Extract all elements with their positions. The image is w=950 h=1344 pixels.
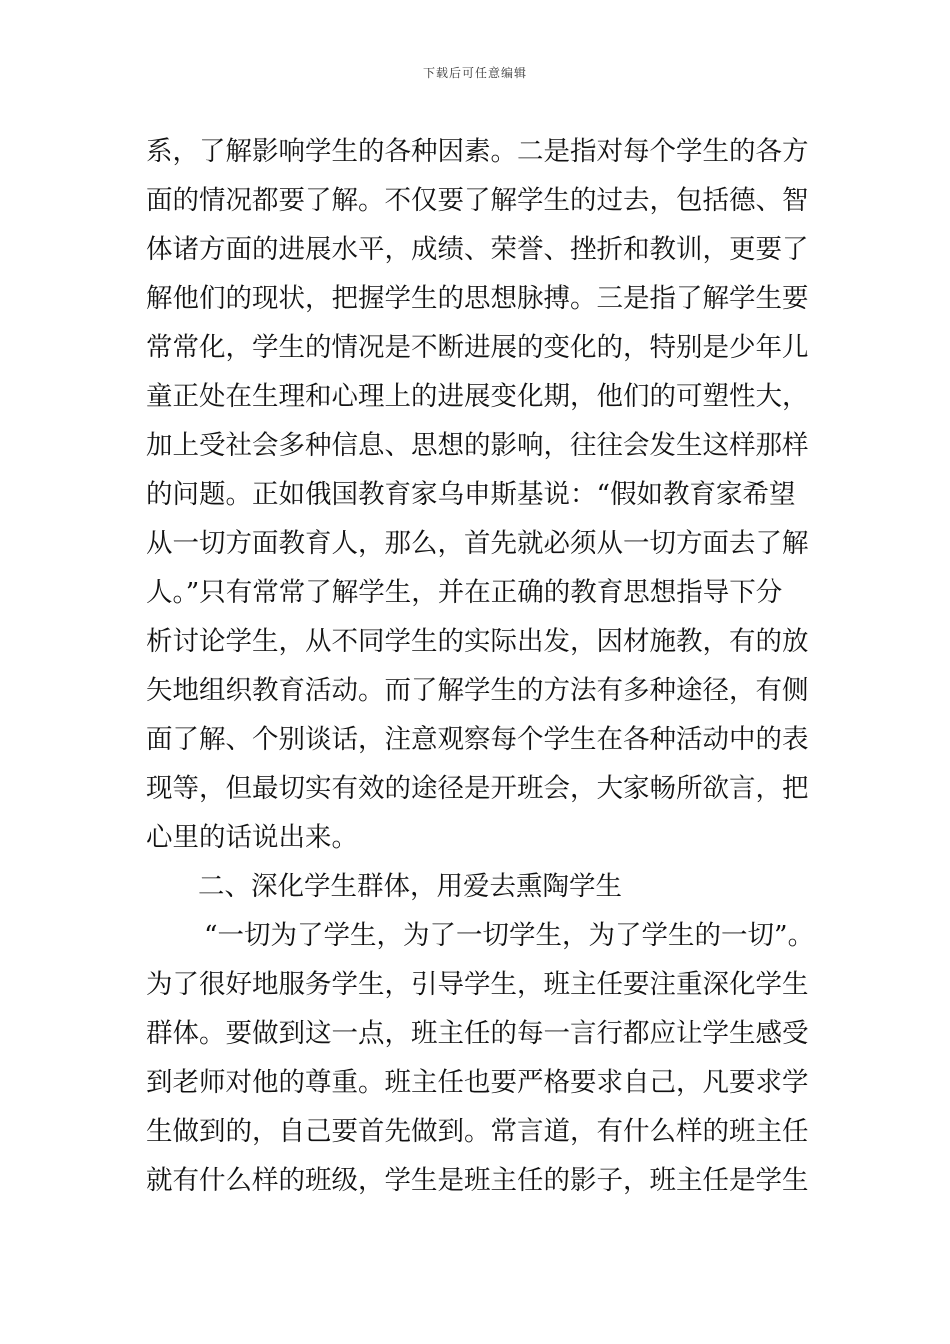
body-line: 生做到的，自己要首先做到。常言道，有什么样的班主任 bbox=[146, 1116, 809, 1147]
section-heading: 二、深化学生群体，用爱去熏陶学生 bbox=[198, 871, 622, 902]
body-line: 常常化，学生的情况是不断进展的变化的，特别是少年儿 bbox=[146, 332, 809, 363]
body-line: 心里的话说出来。 bbox=[146, 822, 358, 853]
body-line: 人。”只有常常了解学生，并在正确的教育思想指导下分 bbox=[146, 577, 783, 608]
body-line: 面了解、个别谈话，注意观察每个学生在各种活动中的表 bbox=[146, 724, 809, 755]
body-line: 体诸方面的进展水平，成绩、荣誉、挫折和教训，更要了 bbox=[146, 234, 809, 265]
body-line: 解他们的现状，把握学生的思想脉搏。三是指了解学生要 bbox=[146, 283, 809, 314]
quote-line: “一切为了学生，为了一切学生，为了学生的一切”。 bbox=[204, 920, 815, 951]
body-line: 加上受社会多种信息、思想的影响，往往会发生这样那样 bbox=[146, 430, 809, 461]
body-line: 析讨论学生，从不同学生的实际出发，因材施教，有的放 bbox=[146, 626, 809, 657]
body-line: 面的情况都要了解。不仅要了解学生的过去，包括德、智 bbox=[146, 185, 809, 216]
body-line: 系，了解影响学生的各种因素。二是指对每个学生的各方 bbox=[146, 136, 809, 167]
body-line: 到老师对他的尊重。班主任也要严格要求自己，凡要求学 bbox=[146, 1067, 809, 1098]
body-line: 现等，但最切实有效的途径是开班会，大家畅所欲言，把 bbox=[146, 773, 809, 804]
page-header: 下载后可任意编辑 bbox=[422, 66, 527, 80]
body-line: 的问题。正如俄国教育家乌申斯基说：“假如教育家希望 bbox=[146, 479, 796, 510]
body-line: 群体。要做到这一点，班主任的每一言行都应让学生感受 bbox=[146, 1018, 809, 1049]
body-line: 矢地组织教育活动。而了解学生的方法有多种途径，有侧 bbox=[146, 675, 809, 706]
body-line: 童正处在生理和心理上的进展变化期，他们的可塑性大， bbox=[146, 381, 809, 412]
document-body bbox=[146, 127, 846, 1205]
body-line: 从一切方面教育人，那么，首先就必须从一切方面去了解 bbox=[146, 528, 809, 559]
body-line: 就有什么样的班级，学生是班主任的影子，班主任是学生 bbox=[146, 1165, 809, 1196]
body-line: 为了很好地服务学生，引导学生，班主任要注重深化学生 bbox=[146, 969, 809, 1000]
